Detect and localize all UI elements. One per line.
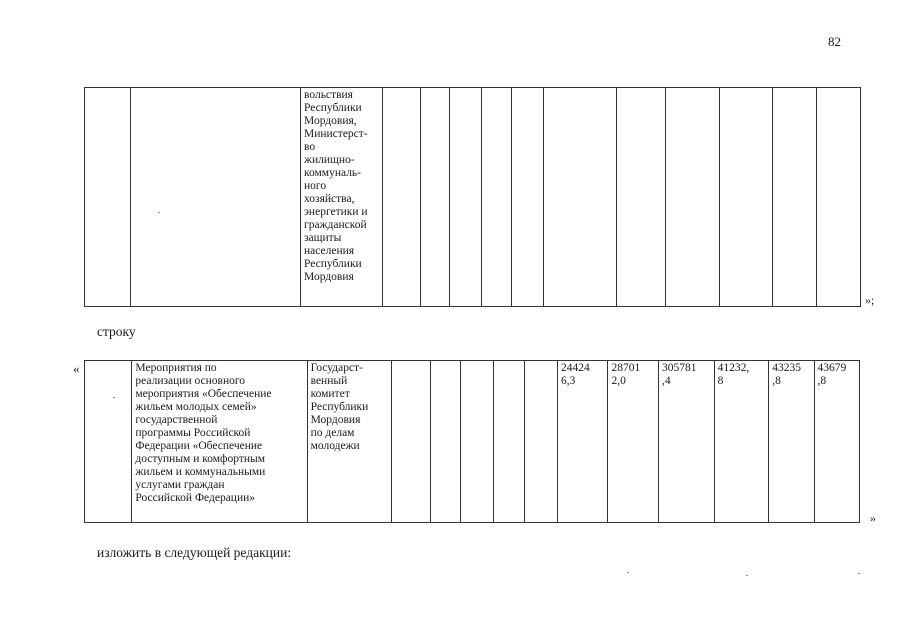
value-line: 24424	[560, 362, 590, 374]
cell-empty	[461, 361, 494, 523]
table-row	[85, 88, 861, 307]
name-line: Российской Федерации»	[135, 492, 256, 504]
scan-speck	[113, 397, 115, 398]
cell-value	[658, 361, 714, 523]
cell-empty	[450, 88, 482, 307]
cell-empty	[817, 88, 861, 307]
cell-empty	[392, 361, 431, 523]
responsible-line: Государст-	[310, 362, 363, 374]
opening-quote: «	[73, 361, 80, 376]
cell-value	[769, 361, 814, 523]
value-line: 28701	[611, 362, 641, 374]
value-line: 2,0	[611, 375, 626, 387]
cell-number	[85, 88, 131, 307]
scan-speck	[858, 573, 860, 574]
name-line: услугами граждан	[135, 479, 225, 491]
cell-empty	[666, 88, 720, 307]
cell-name	[132, 361, 307, 523]
responsible-line: Республики	[304, 258, 362, 270]
responsible-line: коммуналь-	[304, 167, 362, 179]
cell-empty	[773, 88, 817, 307]
closing-quote: »	[870, 511, 876, 525]
responsible-line: Республики	[304, 102, 362, 114]
cell-value	[557, 361, 607, 523]
value-line: 305781	[661, 362, 697, 374]
table-continuation	[84, 87, 861, 307]
scan-speck	[158, 212, 160, 213]
name-line: программы Российской	[135, 427, 251, 439]
value-line: 8	[717, 375, 724, 387]
cell-empty	[544, 88, 617, 307]
responsible-line: Мордовия	[310, 414, 361, 426]
table-row-replaced	[84, 360, 860, 523]
cell-empty	[431, 361, 461, 523]
closing-quote-semicolon: »;	[865, 293, 875, 307]
cell-responsible	[307, 361, 392, 523]
value-line: 6,3	[560, 375, 576, 387]
cell-empty	[525, 361, 558, 523]
name-line: Федерации «Обеспечение	[135, 440, 263, 452]
scan-speck	[746, 575, 748, 576]
cell-empty	[383, 88, 421, 307]
name-line: реализации основного	[135, 375, 246, 387]
responsible-line: населения	[304, 245, 355, 257]
responsible-line: защиты	[304, 232, 342, 244]
table-row	[85, 361, 860, 523]
text-izlozhit: изложить в следующей редакции:	[97, 545, 292, 560]
value-line: 43679	[817, 362, 847, 374]
cell-empty	[421, 88, 450, 307]
responsible-line: ного	[304, 180, 327, 192]
value-line: 41232,	[717, 362, 750, 374]
name-line: жильем молодых семей»	[135, 401, 257, 413]
cell-value	[608, 361, 658, 523]
name-line: государственной	[135, 414, 218, 426]
responsible-line: жилищно-	[304, 154, 355, 166]
scan-speck	[627, 572, 629, 573]
responsible-line: Республики	[310, 401, 369, 413]
responsible-line: гражданской	[304, 219, 367, 231]
cell-empty	[720, 88, 773, 307]
cell-value	[714, 361, 769, 523]
responsible-line: Министерст-	[304, 128, 368, 140]
cell-number	[85, 361, 132, 523]
name-line: доступным и комфортным	[135, 453, 266, 465]
responsible-line: венный	[310, 375, 348, 387]
responsible-line: Мордовия	[304, 271, 354, 283]
responsible-line: комитет	[310, 388, 350, 400]
name-line: мероприятия «Обеспечение	[135, 388, 272, 400]
responsible-line: во	[304, 141, 316, 153]
responsible-line: Мордовия,	[304, 115, 357, 127]
cell-name	[131, 88, 301, 307]
value-line: ,8	[817, 375, 827, 387]
value-line: ,8	[772, 375, 781, 387]
name-line: жильем и коммунальными	[135, 466, 266, 478]
cell-empty	[482, 88, 512, 307]
cell-value	[814, 361, 859, 523]
responsible-line: молодежи	[310, 440, 360, 452]
value-line: ,4	[661, 375, 671, 387]
cell-responsible	[301, 88, 383, 307]
cell-empty	[512, 88, 544, 307]
responsible-line: энергетики и	[304, 206, 368, 218]
page-number: 82	[828, 34, 841, 49]
text-stroku: строку	[97, 324, 136, 339]
cell-empty	[494, 361, 525, 523]
name-line: Мероприятия по	[135, 362, 217, 374]
responsible-line: по делам	[310, 427, 355, 439]
cell-empty	[617, 88, 666, 307]
responsible-line: вольствия	[304, 89, 353, 101]
responsible-line: хозяйства,	[304, 193, 355, 205]
value-line: 43235	[772, 362, 801, 374]
